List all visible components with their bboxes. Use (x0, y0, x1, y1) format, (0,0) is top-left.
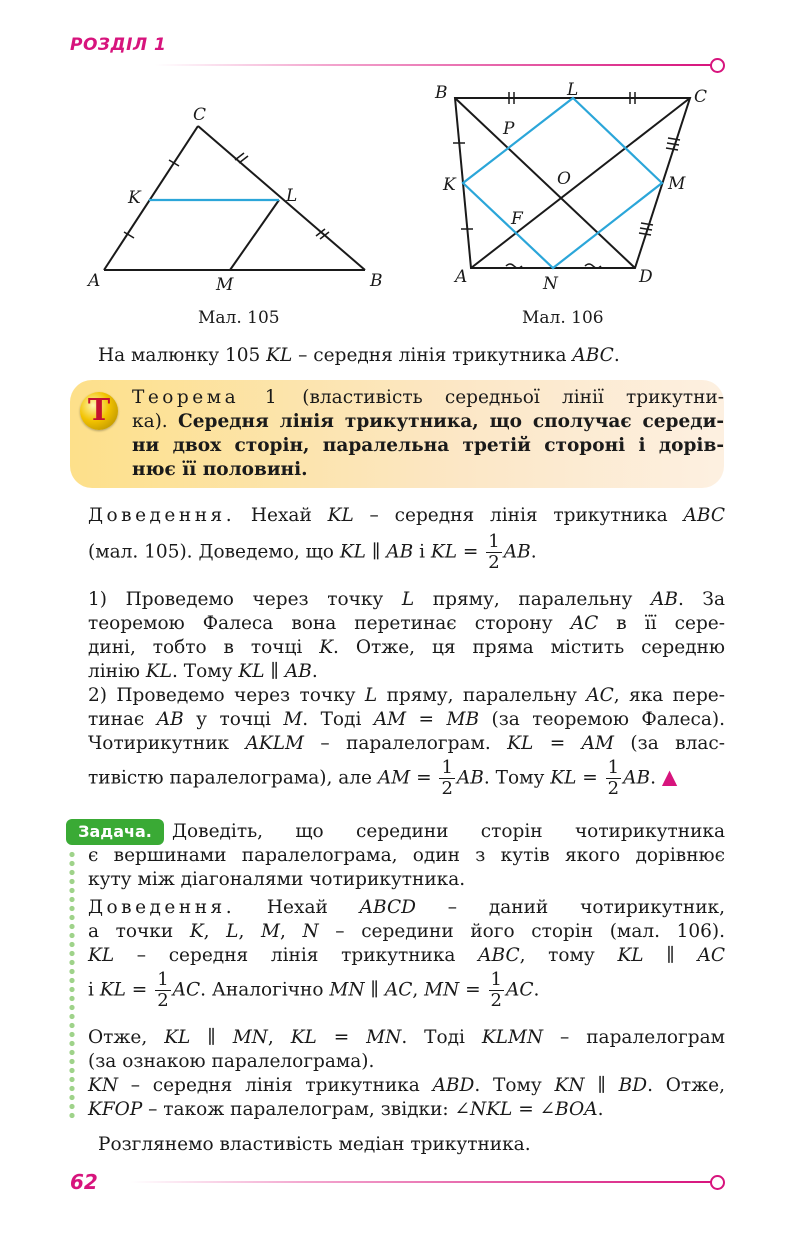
figure-105 (80, 100, 390, 300)
step2-line-4: тивістю паралелограма), але AM = $\frac{1}{2}$ AB. Тому KL = $\frac{1}{2}$ AB. ▲ (88, 757, 678, 799)
header-rule (155, 64, 711, 66)
fraction-half: $\frac{1}{2}$ (490, 969, 502, 1011)
task-proof-line-8: KFOP – також паралелограм, звідки: ∠NKL = ∠BOA. (88, 1099, 604, 1120)
label-D: D (639, 267, 653, 287)
label-L2: L (567, 80, 579, 100)
task-proof-line-1: Доведення. Нехай ABCD – даний чотирикутник, (88, 897, 725, 918)
proof1-line-2: (мал. 105). Доведемо, що KL ∥ AB і KL = $\frac{1}{2}$ AB. (88, 531, 537, 573)
end-of-proof-icon: ▲ (661, 764, 678, 789)
task-line-1: Доведіть, що середини сторін чотирикутника (172, 821, 725, 842)
label-O: O (557, 169, 571, 189)
label-M: M (216, 275, 234, 295)
task-line-3: куту між діагоналями чотирикутника. (88, 869, 466, 890)
step2-line-3: Чотирикутник AKLM – паралелограм. KL = AM (за влас- (88, 733, 725, 754)
footer-rule (130, 1181, 711, 1183)
fraction-half: $\frac{1}{2}$ (607, 757, 620, 799)
task-proof-line-6: (за ознакою паралелограма). (88, 1051, 375, 1072)
intro-line: На малюнку 105 KL – середня лінія трикутника ABC. (98, 345, 620, 366)
theorem-line-1: Теорема 1 (властивість середньої лінії трикутни- (132, 387, 724, 408)
theorem-line-4: нює її половині. (132, 459, 308, 480)
step1-line-1: 1) Проведемо через точку L пряму, паралельну AB. За (88, 589, 725, 610)
section-title: РОЗДІЛ 1 (70, 35, 167, 55)
task-proof-line-4: і KL = $\frac{1}{2}$ AC. Аналогічно MN ∥ AC, MN = $\frac{1}{2}$ AC. (88, 969, 540, 1011)
task-proof-line-2: а точки K, L, M, N – середини його сторін (мал. 106). (88, 921, 726, 942)
theorem-line-3: ни двох сторін, паралельна третій стороні і дорів- (132, 435, 724, 456)
label-C: C (193, 105, 207, 125)
theorem-badge-icon: T (80, 392, 118, 430)
closing-line: Розглянемо властивість медіан трикутника. (98, 1134, 531, 1155)
caption-106: Мал. 106 (522, 308, 604, 328)
step2-line-2: тинає AB у точці M. Тоді AM = MB (за теоремою Фалеса). (88, 709, 726, 730)
theorem-line-2: ка). Середня лінія трикутника, що сполучає середи- (132, 411, 724, 432)
figure-106 (425, 80, 725, 295)
header-ring-icon (710, 58, 725, 73)
fraction-half: $\frac{1}{2}$ (488, 531, 500, 573)
label-K2: K (443, 175, 456, 195)
page-number: 62 (70, 1170, 98, 1194)
step1-line-2: теоремою Фалеса вона перетинає сторону AC в її сере- (88, 613, 725, 634)
step1-line-3: дині, тобто в точці K. Отже, ця пряма містить середню (88, 637, 725, 658)
step2-line-1: 2) Проведемо через точку L пряму, паралельну AC, яка пере- (88, 685, 725, 706)
caption-105: Мал. 105 (198, 308, 280, 328)
label-F: F (511, 209, 523, 229)
label-K: K (128, 188, 141, 208)
label-N: N (543, 274, 558, 294)
label-L: L (286, 186, 298, 206)
task-proof-line-7: KN – середня лінія трикутника ABD. Тому KN ∥ BD. Отже, (88, 1075, 725, 1096)
fraction-half: $\frac{1}{2}$ (441, 757, 453, 799)
task-proof-line-5: Отже, KL ∥ MN, KL = MN. Тоді KLMN – паралелограм (88, 1027, 726, 1048)
label-M2: M (668, 174, 686, 194)
task-proof-line-3: KL – середня лінія трикутника ABC, тому KL ∥ AC (88, 945, 725, 966)
label-C2: C (694, 87, 708, 107)
fraction-half: $\frac{1}{2}$ (157, 969, 169, 1011)
task-badge: Задача. (66, 819, 164, 845)
label-A2: A (455, 267, 468, 287)
label-A: A (88, 271, 101, 291)
label-B: B (370, 271, 383, 291)
label-B2: B (435, 83, 448, 103)
proof1-line-1: Доведення. Нехай KL – середня лінія трикутника ABC (88, 505, 725, 526)
dotted-margin (69, 850, 75, 1120)
footer-ring-icon (710, 1175, 725, 1190)
task-line-2: є вершинами паралелограма, один з кутів якого дорівнює (88, 845, 725, 866)
step1-line-4: лінію KL. Тому KL ∥ AB. (88, 661, 318, 682)
label-P: P (503, 119, 515, 139)
